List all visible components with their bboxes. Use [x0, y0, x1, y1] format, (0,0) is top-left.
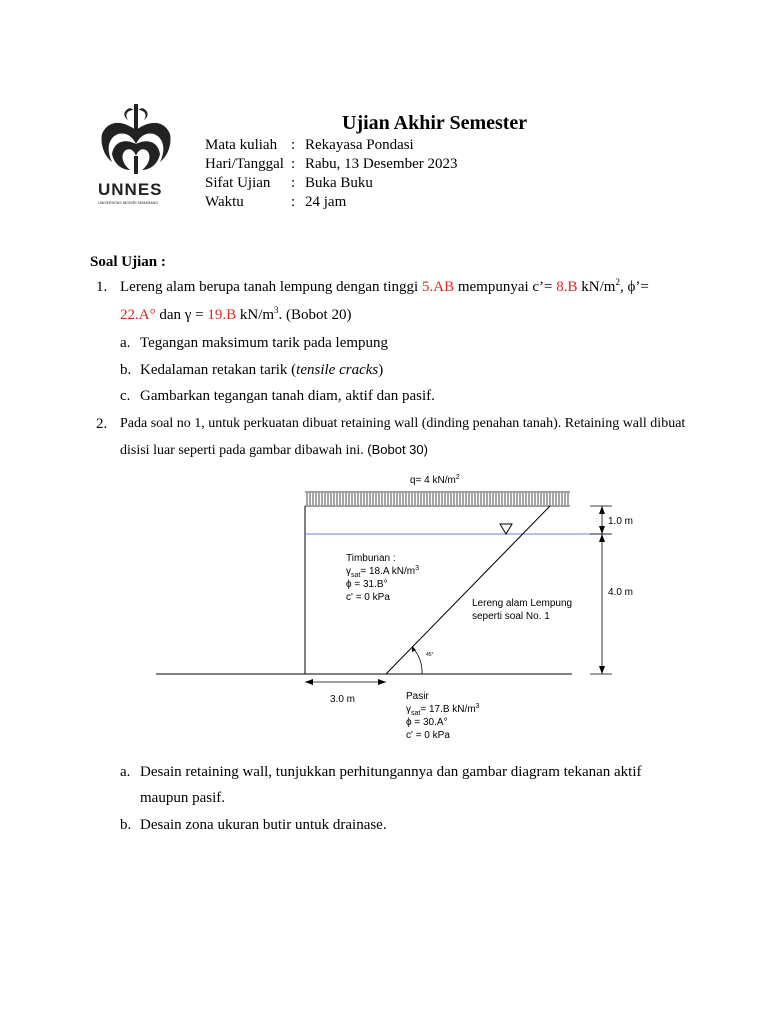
- section-heading: Soal Ujian :: [90, 254, 166, 270]
- q1-var-height: 5.AB: [421, 279, 455, 295]
- info-sep: :: [291, 194, 296, 210]
- q2-line1: Pada soal no 1, untuk perkuatan dibuat retaining wall (dinding penahan tanah). Retaining wall dibuat: [120, 416, 686, 431]
- sand-phi: ϕ = 30.A°: [406, 717, 448, 728]
- exam-title: Ujian Akhir Semester: [342, 112, 528, 134]
- sand-c: c' = 0 kPa: [406, 730, 450, 741]
- fill-c: c' = 0 kPa: [346, 592, 390, 603]
- q1-line1: [120, 279, 649, 296]
- q2-line2: [120, 442, 428, 459]
- q1-text: dan γ =: [155, 307, 208, 323]
- retaining-wall-diagram: [150, 466, 690, 756]
- q1-sub-c-letter: c.: [120, 388, 131, 404]
- info-row-time: [205, 193, 457, 212]
- fill-gamma: $\gamma_{sat}= 18.A$ $kN/m^3$: [346, 565, 419, 579]
- angle-label: 45°: [426, 652, 434, 658]
- q1-sub-a-letter: a.: [120, 335, 131, 351]
- q1-sub-b-pre: Kedalaman retakan tarik (: [140, 362, 297, 378]
- dim-top-label: 1.0 m: [608, 516, 634, 527]
- q1-var-phi: 22.A°: [120, 307, 156, 323]
- info-sep: :: [291, 175, 296, 191]
- surcharge-label: q= 4 $kN/m^2$: [410, 474, 460, 486]
- q1-sub-a-text: Tegangan maksimum tarik pada lempung: [140, 335, 389, 351]
- q1-number: 1.: [96, 279, 108, 295]
- q1-sub-b-text: [140, 362, 383, 379]
- q1-sub-b-post: ): [378, 362, 384, 378]
- q2-number: 2.: [96, 416, 108, 432]
- fill-title: Timbunan :: [346, 553, 396, 564]
- q2-sub-b-letter: b.: [120, 817, 132, 833]
- q2-weight: (Bobot 30): [367, 442, 428, 457]
- info-row-date: [205, 155, 457, 174]
- exam-info: [205, 136, 457, 212]
- info-value: 24 jam: [305, 194, 347, 210]
- q2-sub-a-text: Desain retaining wall, tunjukkan perhitungannya dan gambar diagram tekanan aktif: [140, 764, 642, 780]
- q1-sup: 2: [615, 277, 620, 287]
- info-key: Mata kuliah: [205, 137, 278, 153]
- dim-bottom-label: 3.0 m: [330, 694, 356, 705]
- q1-sup: 3: [274, 305, 279, 315]
- sand-title: Pasir: [406, 691, 429, 702]
- sand-gamma: $\gamma_{sat}= 17.B$ $kN/m^3$: [406, 703, 480, 717]
- logo-subtext: UNIVERSITAS NEGERI SEMARANG: [98, 201, 159, 205]
- q1-var-gamma: 19.B: [207, 307, 237, 323]
- q1-text: Lereng alam berupa tanah lempung dengan tinggi: [120, 279, 422, 295]
- info-key: Waktu: [205, 194, 244, 210]
- info-sep: :: [291, 137, 296, 153]
- q2-sub-a-cont: maupun pasif.: [140, 790, 225, 806]
- q1-var-c: 8.B: [556, 279, 578, 295]
- q2-sub-b-text: Desain zona ukuran butir untuk drainase.: [140, 817, 387, 833]
- q1-text: . (Bobot 20): [278, 307, 352, 323]
- q1-text: , ϕ’=: [619, 279, 649, 295]
- q1-text: mempunyai c’=: [454, 279, 557, 295]
- info-sep: :: [291, 156, 296, 172]
- info-row-type: [205, 174, 457, 193]
- info-value: Buka Buku: [305, 175, 373, 191]
- fill-phi: ϕ = 31.B°: [346, 579, 388, 590]
- q1-sub-b-letter: b.: [120, 362, 132, 378]
- slope-label-2: seperti soal No. 1: [472, 611, 550, 622]
- q1-text: kN/m: [236, 307, 275, 323]
- q2-sub-a-letter: a.: [120, 764, 131, 780]
- info-value: Rabu, 13 Desember 2023: [305, 156, 458, 172]
- q1-sub-b-italic: tensile cracks: [296, 362, 379, 378]
- water-table-icon: [500, 524, 512, 534]
- info-key: Sifat Ujian: [205, 175, 271, 191]
- diagram-svg: [150, 466, 690, 756]
- unnes-logo: [94, 100, 178, 210]
- q1-text: kN/m: [577, 279, 616, 295]
- info-key: Hari/Tanggal: [205, 156, 284, 172]
- info-row-course: [205, 136, 457, 155]
- logo-text: UNNES: [98, 180, 163, 199]
- slope-label-1: Lereng alam Lempung: [472, 598, 573, 609]
- slope-line: [386, 506, 550, 674]
- q2-text: disisi luar seperti pada gambar dibawah ini.: [120, 443, 368, 458]
- q1-sub-c-text: Gambarkan tegangan tanah diam, aktif dan pasif.: [140, 388, 435, 404]
- q1-line2: [120, 307, 351, 324]
- dim-side-label: 4.0 m: [608, 587, 634, 598]
- info-value: Rekayasa Pondasi: [305, 137, 414, 153]
